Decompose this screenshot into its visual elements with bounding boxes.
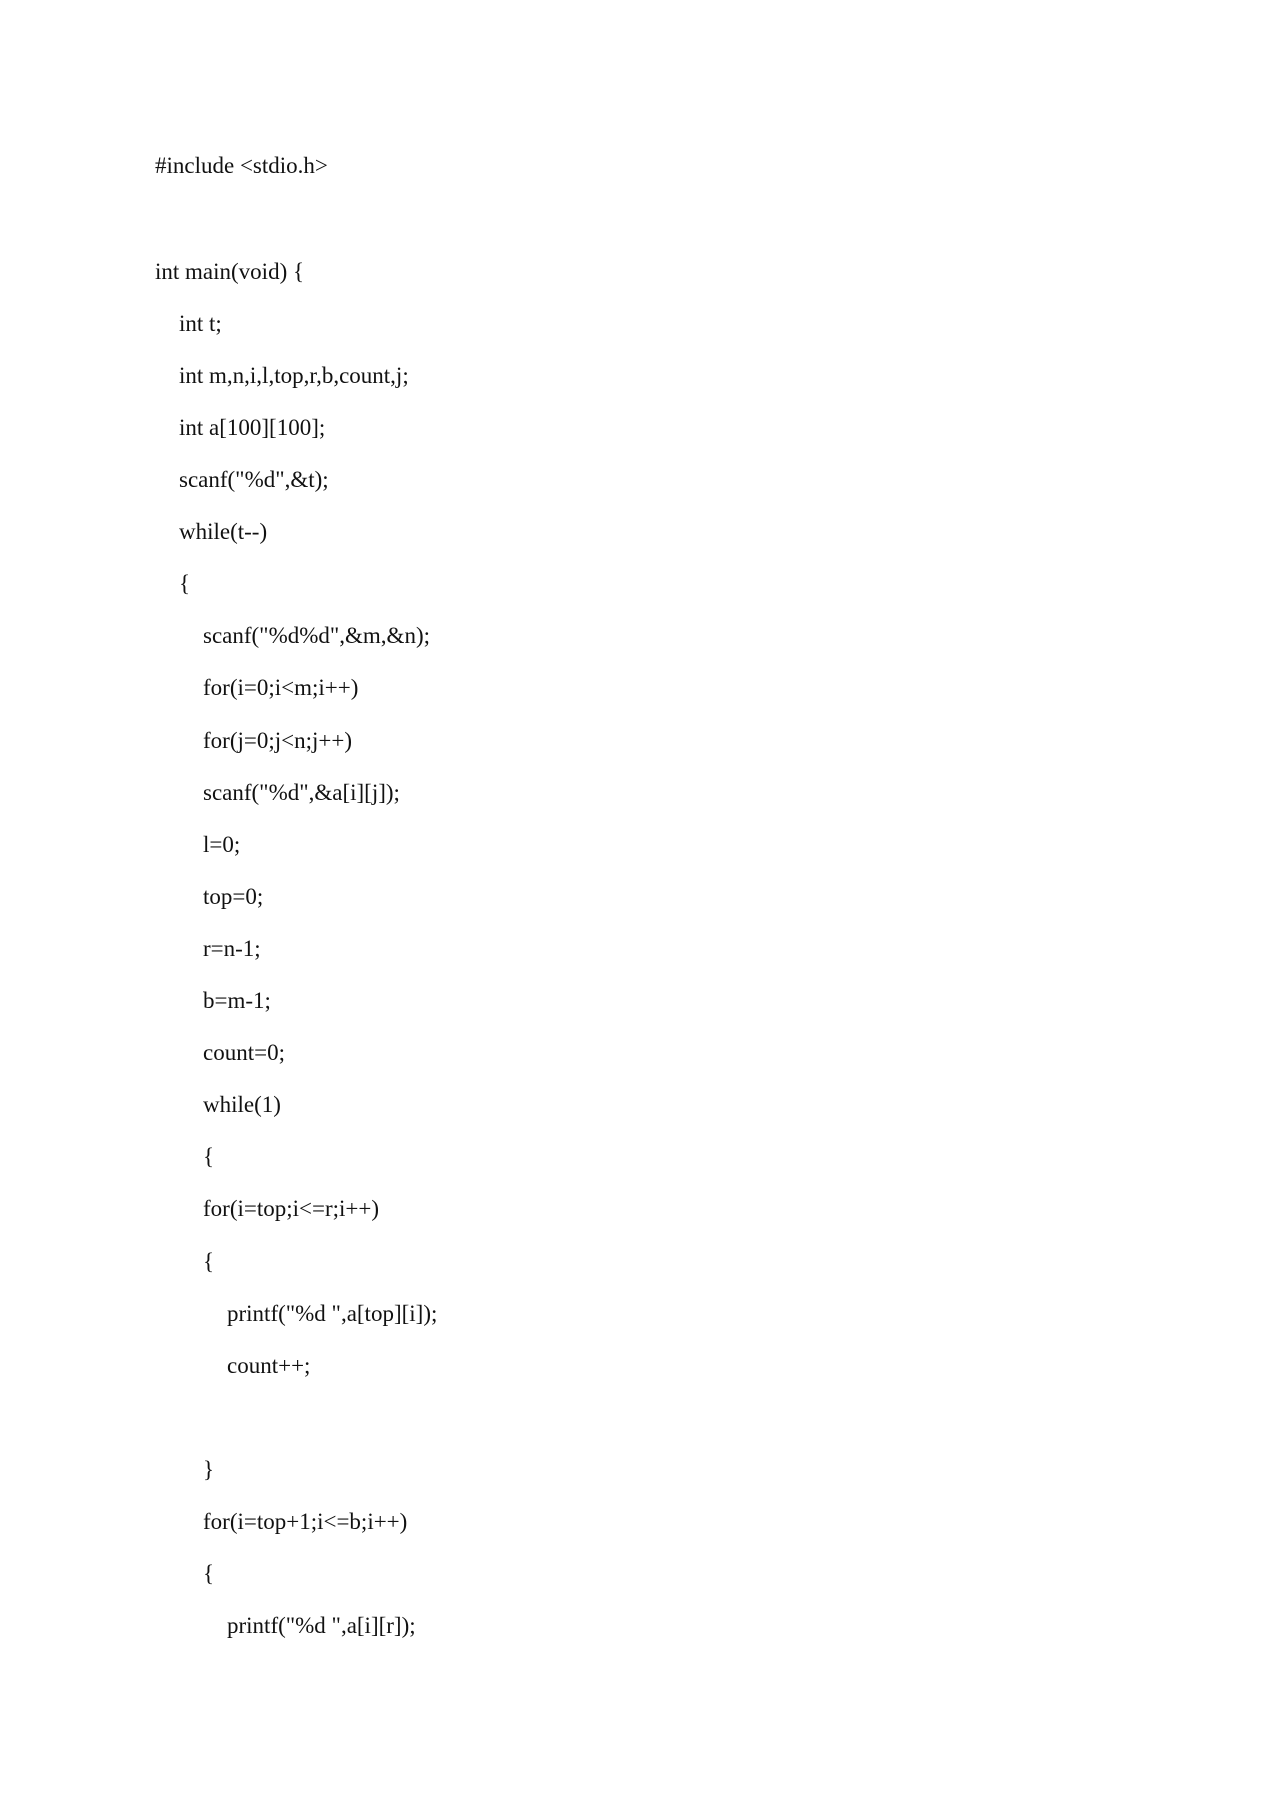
code-line: for(i=top+1;i<=b;i++): [203, 1509, 408, 1534]
code-line: count++;: [227, 1353, 311, 1378]
code-line: top=0;: [203, 884, 264, 909]
code-line: b=m-1;: [203, 988, 271, 1013]
code-line: for(i=top;i<=r;i++): [203, 1196, 379, 1221]
code-line: scanf("%d",&a[i][j]);: [203, 780, 400, 805]
code-line: {: [203, 1249, 215, 1274]
code-line: int m,n,i,l,top,r,b,count,j;: [179, 363, 409, 388]
code-line: for(i=0;i<m;i++): [203, 675, 359, 700]
code-line: r=n-1;: [203, 936, 261, 961]
code-line: {: [203, 1144, 215, 1169]
code-line: printf("%d ",a[top][i]);: [227, 1301, 438, 1326]
code-line: for(j=0;j<n;j++): [203, 728, 352, 753]
code-line: scanf("%d",&t);: [179, 467, 329, 492]
code-line: int main(void) {: [155, 259, 305, 284]
code-line: while(t--): [179, 519, 268, 544]
code-line: while(1): [203, 1092, 281, 1117]
code-line: printf("%d ",a[i][r]);: [227, 1613, 416, 1638]
code-line: #include <stdio.h>: [155, 153, 328, 178]
code-line: count=0;: [203, 1040, 285, 1065]
code-line: {: [179, 571, 191, 596]
code-line: }: [203, 1457, 215, 1482]
code-line: int t;: [179, 311, 222, 336]
code-line: scanf("%d%d",&m,&n);: [203, 623, 431, 648]
code-line: {: [203, 1561, 215, 1586]
code-line: l=0;: [203, 832, 241, 857]
code-line: int a[100][100];: [179, 415, 326, 440]
